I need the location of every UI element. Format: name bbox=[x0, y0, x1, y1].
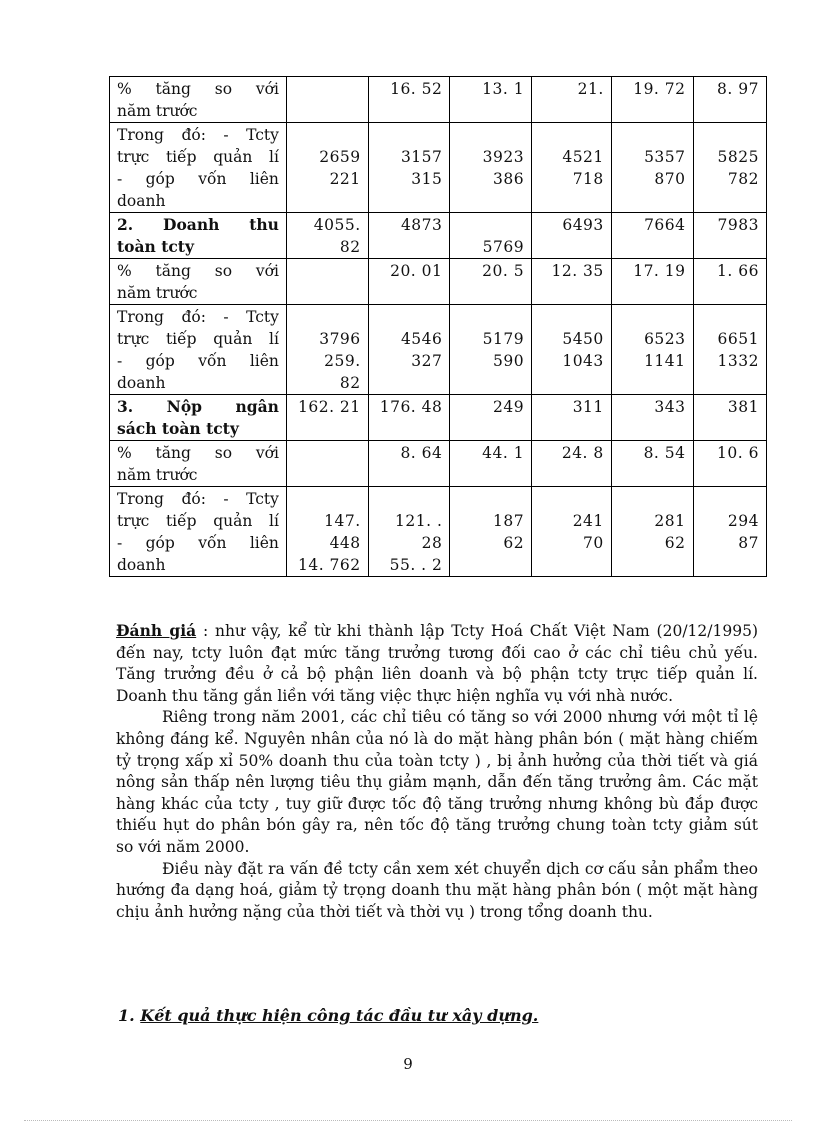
cell-value: 62 bbox=[503, 534, 525, 552]
row-label bbox=[110, 441, 287, 487]
cell-value bbox=[619, 236, 686, 258]
table-cell bbox=[611, 123, 693, 213]
cell-value bbox=[701, 372, 759, 394]
cell-value: 294 bbox=[727, 512, 759, 530]
cell-value bbox=[619, 464, 686, 486]
table-cell bbox=[693, 213, 766, 259]
table-cell bbox=[286, 441, 368, 487]
cell-value bbox=[619, 554, 686, 576]
row-label-line: - góp vốn liên bbox=[117, 534, 279, 552]
cell-value: 12. 35 bbox=[551, 262, 604, 280]
table-row bbox=[110, 259, 767, 305]
cell-value: 448 bbox=[329, 534, 361, 552]
table-row bbox=[110, 213, 767, 259]
table-cell bbox=[286, 123, 368, 213]
cell-value: 187 bbox=[493, 512, 525, 530]
page-number: 9 bbox=[403, 1055, 413, 1073]
row-label-line: năm trước bbox=[117, 102, 198, 120]
table-cell bbox=[693, 123, 766, 213]
row-label bbox=[110, 123, 287, 213]
table-cell bbox=[693, 441, 766, 487]
table-cell bbox=[450, 305, 532, 395]
table-cell bbox=[368, 487, 450, 577]
table-cell bbox=[368, 213, 450, 259]
table-cell bbox=[286, 395, 368, 441]
row-label-line: Trong đó: - Tcty bbox=[117, 490, 279, 508]
cell-value: 3923 bbox=[482, 148, 525, 166]
table-cell bbox=[368, 395, 450, 441]
cell-value: 4055. bbox=[313, 216, 361, 234]
cell-value bbox=[539, 418, 604, 440]
cell-value: 24. 8 bbox=[561, 444, 604, 462]
cell-value bbox=[376, 372, 443, 394]
cell-value bbox=[539, 554, 604, 576]
cell-value bbox=[457, 372, 524, 394]
cell-value bbox=[376, 306, 443, 328]
cell-value bbox=[457, 464, 524, 486]
cell-value bbox=[619, 190, 686, 212]
table-row bbox=[110, 123, 767, 213]
row-label-line: doanh bbox=[117, 192, 166, 210]
table-cell bbox=[286, 487, 368, 577]
cell-value: 281 bbox=[654, 512, 686, 530]
cell-value: 6523 bbox=[644, 330, 686, 348]
cell-value bbox=[294, 124, 361, 146]
table-cell bbox=[286, 77, 368, 123]
cell-value bbox=[294, 306, 361, 328]
cell-value bbox=[457, 418, 524, 440]
statistics-table bbox=[109, 76, 767, 577]
table-cell bbox=[693, 487, 766, 577]
cell-value: 6493 bbox=[562, 216, 604, 234]
cell-value bbox=[701, 282, 759, 304]
cell-value bbox=[539, 464, 604, 486]
cell-value bbox=[294, 418, 361, 440]
cell-value bbox=[539, 236, 604, 258]
cell-value: 4521 bbox=[562, 148, 604, 166]
cell-value bbox=[619, 124, 686, 146]
cell-value bbox=[457, 124, 524, 146]
row-label bbox=[110, 213, 287, 259]
cell-value bbox=[619, 418, 686, 440]
cell-value bbox=[619, 372, 686, 394]
row-label-line: - góp vốn liên bbox=[117, 352, 279, 370]
cell-value: 315 bbox=[411, 170, 443, 188]
cell-value bbox=[294, 260, 361, 282]
cell-value: 10. 6 bbox=[717, 444, 759, 462]
row-label-line: sách toàn tcty bbox=[117, 419, 239, 438]
row-label-line: trực tiếp quản lí bbox=[117, 148, 279, 166]
cell-value: 19. 72 bbox=[633, 80, 686, 98]
cell-value: 21. bbox=[577, 80, 604, 98]
cell-value bbox=[619, 100, 686, 122]
cell-value: 343 bbox=[654, 398, 686, 416]
row-label-line: Trong đó: - Tcty bbox=[117, 308, 279, 326]
row-label-line: năm trước bbox=[117, 284, 198, 302]
cell-value bbox=[619, 306, 686, 328]
cell-value: 1141 bbox=[644, 352, 686, 370]
table-cell bbox=[532, 77, 612, 123]
cell-value: 176. 48 bbox=[379, 398, 443, 416]
cell-value: 6651 bbox=[717, 330, 759, 348]
cell-value bbox=[294, 282, 361, 304]
cell-value bbox=[539, 100, 604, 122]
cell-value bbox=[294, 190, 361, 212]
cell-value: 28 bbox=[421, 534, 443, 552]
section-heading bbox=[118, 1006, 538, 1025]
cell-value: 5357 bbox=[644, 148, 686, 166]
section-heading-title: Kết quả thực hiện công tác đầu tư xây dựng. bbox=[140, 1006, 539, 1025]
section-heading-number: 1. bbox=[118, 1006, 135, 1025]
cell-value bbox=[376, 464, 443, 486]
cell-value: 20. 01 bbox=[390, 262, 443, 280]
cell-value: 3796 bbox=[319, 330, 361, 348]
cell-value: 162. 21 bbox=[297, 398, 361, 416]
row-label-line: trực tiếp quản lí bbox=[117, 512, 279, 530]
evaluation-label: Đánh giá bbox=[116, 621, 197, 640]
row-label-line: trực tiếp quản lí bbox=[117, 330, 279, 348]
cell-value bbox=[376, 236, 443, 258]
cell-value bbox=[619, 488, 686, 510]
cell-value: 5450 bbox=[562, 330, 604, 348]
row-label-line: Trong đó: - Tcty bbox=[117, 126, 279, 144]
table-cell bbox=[693, 77, 766, 123]
cell-value: 870 bbox=[654, 170, 686, 188]
cell-value: 311 bbox=[572, 398, 604, 416]
cell-value: 4546 bbox=[400, 330, 443, 348]
table-cell bbox=[532, 259, 612, 305]
cell-value: 1332 bbox=[717, 352, 759, 370]
cell-value: 121. . bbox=[395, 512, 443, 530]
table-cell bbox=[368, 123, 450, 213]
row-label-line: % tăng so với bbox=[117, 80, 279, 98]
row-label-line: % tăng so với bbox=[117, 444, 279, 462]
cell-value: 2659 bbox=[319, 148, 361, 166]
cell-value bbox=[457, 190, 524, 212]
table-cell bbox=[368, 441, 450, 487]
cell-value: 1043 bbox=[562, 352, 604, 370]
table-cell bbox=[693, 305, 766, 395]
cell-value bbox=[294, 442, 361, 464]
cell-value: 590 bbox=[493, 352, 525, 370]
table-cell bbox=[532, 441, 612, 487]
table-cell bbox=[286, 305, 368, 395]
cell-value bbox=[457, 214, 524, 236]
table-cell bbox=[450, 441, 532, 487]
cell-value: 7983 bbox=[717, 216, 759, 234]
cell-value bbox=[701, 306, 759, 328]
cell-value bbox=[294, 464, 361, 486]
cell-value: 16. 52 bbox=[390, 80, 443, 98]
table-cell bbox=[611, 305, 693, 395]
cell-value: 13. 1 bbox=[482, 80, 525, 98]
cell-value: 221 bbox=[329, 170, 361, 188]
cell-value bbox=[457, 488, 524, 510]
table-cell bbox=[532, 395, 612, 441]
evaluation-paragraph-1 bbox=[116, 620, 758, 707]
row-label-line: năm trước bbox=[117, 466, 198, 484]
row-label-line: doanh bbox=[117, 556, 166, 574]
table-cell bbox=[368, 77, 450, 123]
cell-value bbox=[376, 190, 443, 212]
cell-value bbox=[701, 124, 759, 146]
cell-value: 14. 762 bbox=[297, 556, 361, 574]
cell-value bbox=[457, 306, 524, 328]
cell-value: 82 bbox=[339, 238, 361, 256]
cell-value bbox=[457, 554, 524, 576]
cell-value bbox=[376, 488, 443, 510]
page-bottom-divider bbox=[24, 1120, 792, 1121]
cell-value: 8. 97 bbox=[717, 80, 759, 98]
table-cell bbox=[611, 487, 693, 577]
table-cell bbox=[611, 77, 693, 123]
evaluation-paragraph-2: Riêng trong năm 2001, các chỉ tiêu có tăng so với 2000 nhưng với một tỉ lệ không đáng kể. Nguyên nhân của nó là do mặt hàng phân bón ( mặt hàng chiếm tỷ trọng xấp xỉ 50% doanh thu của toàn tcty ) , bị ảnh hưởng của thời tiết và giá nông sản thấp nên lượng tiêu thụ giảm mạnh, dẫn đến tăng trưởng âm. Các mặt hàng khác của tcty , tuy giữ được tốc độ tăng trưởng nhưng không bù đắp được thiếu hụt do phân bón gây ra, nên tốc độ tăng trưởng chung toàn tcty giảm sút so với năm 2000. bbox=[116, 708, 758, 856]
cell-value: 259. bbox=[324, 352, 361, 370]
row-label-line: 2. Doanh thu bbox=[117, 215, 279, 234]
cell-value: 5825 bbox=[717, 148, 759, 166]
table-row bbox=[110, 441, 767, 487]
cell-value: 3157 bbox=[400, 148, 443, 166]
cell-value: 718 bbox=[572, 170, 604, 188]
row-label bbox=[110, 305, 287, 395]
table-cell bbox=[693, 259, 766, 305]
row-label bbox=[110, 395, 287, 441]
cell-value bbox=[457, 100, 524, 122]
evaluation-paragraph-1-text: : như vậy, kể từ khi thành lập Tcty Hoá Chất Việt Nam (20/12/1995) đến nay, tcty luôn đạt mức tăng trưởng tương đối cao ở các chỉ tiêu chủ yếu. Tăng trưởng đều ở cả bộ phận liên doanh và bộ phận tcty trực tiếp quản lí. Doanh thu tăng gắn liền với tăng việc thực hiện nghĩa vụ với nhà nước. bbox=[116, 622, 758, 705]
table-cell bbox=[532, 305, 612, 395]
cell-value: 17. 19 bbox=[633, 262, 686, 280]
table-row bbox=[110, 487, 767, 577]
table-cell bbox=[611, 213, 693, 259]
cell-value bbox=[539, 488, 604, 510]
cell-value: 82 bbox=[339, 374, 361, 392]
cell-value bbox=[376, 124, 443, 146]
cell-value bbox=[294, 488, 361, 510]
table-row bbox=[110, 305, 767, 395]
cell-value bbox=[376, 418, 443, 440]
cell-value bbox=[294, 100, 361, 122]
cell-value: 381 bbox=[727, 398, 759, 416]
table-cell bbox=[450, 487, 532, 577]
cell-value: 4873 bbox=[400, 216, 443, 234]
cell-value: 87 bbox=[738, 534, 759, 552]
row-label bbox=[110, 77, 287, 123]
evaluation-section bbox=[116, 620, 758, 923]
cell-value: 5179 bbox=[482, 330, 525, 348]
table-cell bbox=[532, 213, 612, 259]
cell-value: 44. 1 bbox=[482, 444, 525, 462]
table-cell bbox=[532, 487, 612, 577]
table-cell bbox=[450, 123, 532, 213]
row-label-line: doanh bbox=[117, 374, 166, 392]
table-cell bbox=[450, 259, 532, 305]
row-label-line: 3. Nộp ngân bbox=[117, 397, 279, 416]
table-cell bbox=[611, 441, 693, 487]
table-cell bbox=[450, 395, 532, 441]
cell-value: 62 bbox=[664, 534, 686, 552]
cell-value: 249 bbox=[493, 398, 525, 416]
cell-value bbox=[294, 78, 361, 100]
table-cell bbox=[693, 395, 766, 441]
cell-value bbox=[701, 418, 759, 440]
cell-value bbox=[539, 372, 604, 394]
cell-value bbox=[539, 306, 604, 328]
table-cell bbox=[368, 305, 450, 395]
cell-value bbox=[376, 282, 443, 304]
table-cell bbox=[532, 123, 612, 213]
cell-value: 20. 5 bbox=[482, 262, 525, 280]
cell-value: 147. bbox=[324, 512, 361, 530]
cell-value: 70 bbox=[583, 534, 604, 552]
cell-value bbox=[701, 464, 759, 486]
cell-value: 241 bbox=[572, 512, 604, 530]
table-cell bbox=[611, 395, 693, 441]
row-label bbox=[110, 259, 287, 305]
table-cell bbox=[368, 259, 450, 305]
cell-value: 386 bbox=[493, 170, 525, 188]
cell-value bbox=[539, 190, 604, 212]
cell-value bbox=[701, 236, 759, 258]
cell-value bbox=[701, 554, 759, 576]
row-label-line: % tăng so với bbox=[117, 262, 279, 280]
cell-value bbox=[539, 124, 604, 146]
table-cell bbox=[286, 213, 368, 259]
table-cell bbox=[450, 77, 532, 123]
cell-value: 5769 bbox=[482, 238, 525, 256]
row-label-line: toàn tcty bbox=[117, 237, 194, 256]
cell-value: 8. 54 bbox=[643, 444, 686, 462]
cell-value bbox=[619, 282, 686, 304]
table-row bbox=[110, 395, 767, 441]
cell-value bbox=[457, 282, 524, 304]
cell-value: 327 bbox=[411, 352, 443, 370]
cell-value bbox=[539, 282, 604, 304]
cell-value: 782 bbox=[727, 170, 759, 188]
cell-value bbox=[701, 190, 759, 212]
table-cell bbox=[611, 259, 693, 305]
table-row bbox=[110, 77, 767, 123]
cell-value: 55. . 2 bbox=[389, 556, 443, 574]
cell-value bbox=[376, 100, 443, 122]
row-label bbox=[110, 487, 287, 577]
evaluation-paragraph-3: Điều này đặt ra vấn đề tcty cần xem xét chuyển dịch cơ cấu sản phẩm theo hướng đa dạng hoá, giảm tỷ trọng doanh thu mặt hàng phân bón ( một mặt hàng chịu ảnh hưởng nặng của thời tiết và thời vụ ) trong tổng doanh thu. bbox=[116, 859, 758, 921]
cell-value: 1. 66 bbox=[717, 262, 759, 280]
table-cell bbox=[286, 259, 368, 305]
row-label-line: - góp vốn liên bbox=[117, 170, 279, 188]
cell-value: 7664 bbox=[644, 216, 686, 234]
table-cell bbox=[450, 213, 532, 259]
cell-value: 8. 64 bbox=[400, 444, 443, 462]
cell-value bbox=[701, 100, 759, 122]
cell-value bbox=[701, 488, 759, 510]
